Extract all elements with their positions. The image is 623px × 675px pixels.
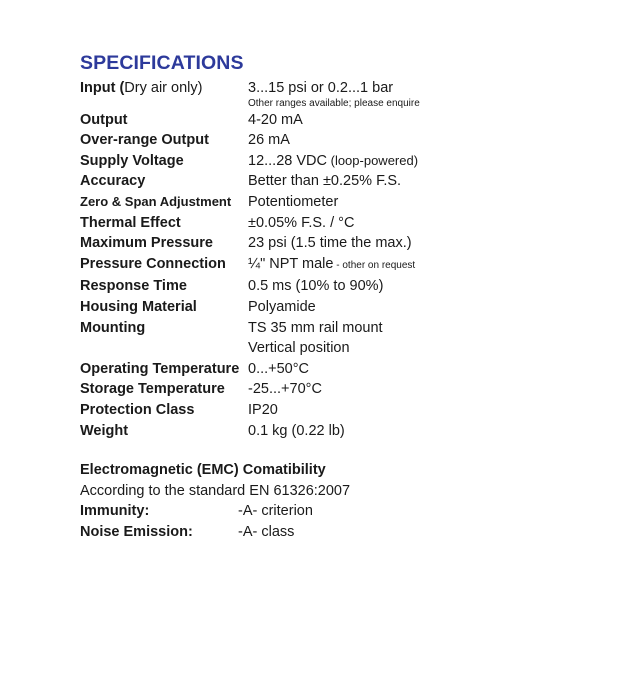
spec-value: Vertical position	[248, 340, 350, 357]
spec-row-mounting-continued	[80, 338, 600, 359]
emc-row-noise-emission	[80, 522, 600, 543]
spec-label: Weight	[80, 422, 129, 439]
spec-label: Storage Temperature	[80, 381, 225, 398]
specifications-sheet	[80, 52, 600, 542]
spec-value: 0.1 kg (0.22 lb)	[248, 422, 345, 439]
spec-label-light: Dry air only)	[124, 80, 203, 96]
spec-label: Accuracy	[80, 173, 146, 190]
spec-value: TS 35 mm rail mount	[248, 319, 383, 336]
spec-row-input	[80, 78, 600, 110]
spec-row-mounting	[80, 318, 600, 339]
spec-row-over-range-output	[80, 130, 600, 151]
spec-value	[248, 78, 600, 110]
spec-value	[248, 151, 600, 172]
spec-value: 0.5 ms (10% to 90%)	[248, 278, 384, 295]
spec-value: 23 psi (1.5 time the max.)	[248, 235, 412, 252]
spec-value-text: 12...28 VDC	[248, 152, 327, 169]
spec-row-storage-temperature	[80, 379, 600, 400]
spec-row-pressure-connection	[80, 254, 600, 277]
emc-title: Electromagnetic (EMC) Comatibility	[80, 462, 326, 479]
spec-row-maximum-pressure	[80, 233, 600, 254]
spec-label: Mounting	[80, 319, 146, 336]
spec-row-response-time	[80, 276, 600, 297]
spec-row-output	[80, 110, 600, 131]
spec-label: Operating Temperature	[80, 360, 240, 377]
spec-label: Pressure Connection	[80, 255, 226, 272]
emc-label: Noise Emission:	[80, 523, 193, 540]
spec-value: 0...+50°C	[248, 360, 310, 377]
spec-row-zero-span-adjustment	[80, 192, 600, 213]
spec-label: Supply Voltage	[80, 152, 184, 169]
spec-value-paren: (loop-powered)	[327, 152, 419, 168]
page-title: SPECIFICATIONS	[80, 52, 244, 74]
spec-row-weight	[80, 421, 600, 442]
emc-section	[80, 460, 600, 542]
spec-label: Maximum Pressure	[80, 235, 213, 252]
spec-label: Zero & Span Adjustment	[80, 193, 232, 209]
spec-label: Protection Class	[80, 401, 195, 418]
spec-label: Thermal Effect	[80, 214, 181, 231]
spec-label: Housing Material	[80, 298, 197, 315]
spec-value: ±0.05% F.S. / °C	[248, 214, 355, 231]
emc-standard: According to the standard EN 61326:2007	[80, 482, 351, 499]
spec-value: Better than ±0.25% F.S.	[248, 173, 402, 190]
spec-label: Response Time	[80, 278, 187, 295]
spec-row-protection-class	[80, 400, 600, 421]
spec-value: Polyamide	[248, 298, 316, 315]
spec-label: Output	[80, 111, 128, 128]
spec-label-strong: Input (	[80, 80, 125, 96]
spec-value: IP20	[248, 401, 278, 418]
spec-row-supply-voltage	[80, 151, 600, 172]
spec-value: 26 mA	[248, 132, 290, 149]
spec-subnote: Other ranges available; please enquire	[248, 97, 420, 109]
spec-label	[80, 78, 248, 99]
spec-value	[248, 254, 600, 277]
emc-label: Immunity:	[80, 503, 150, 520]
spec-value-text: 3...15 psi or 0.2...1 bar	[248, 80, 394, 96]
spec-value-text: ¼" NPT male	[248, 255, 334, 272]
spec-value: -25...+70°C	[248, 381, 322, 398]
emc-value: -A- criterion	[238, 503, 313, 520]
emc-value: -A- class	[238, 523, 295, 540]
spec-value: 4-20 mA	[248, 111, 303, 128]
spec-row-accuracy	[80, 171, 600, 192]
spec-row-operating-temperature	[80, 359, 600, 380]
spec-row-housing-material	[80, 297, 600, 318]
spec-value: Potentiometer	[248, 193, 339, 210]
spec-row-thermal-effect	[80, 213, 600, 234]
spec-label: Over-range Output	[80, 132, 209, 149]
spec-note: - other on request	[333, 259, 416, 271]
emc-row-immunity	[80, 501, 600, 522]
